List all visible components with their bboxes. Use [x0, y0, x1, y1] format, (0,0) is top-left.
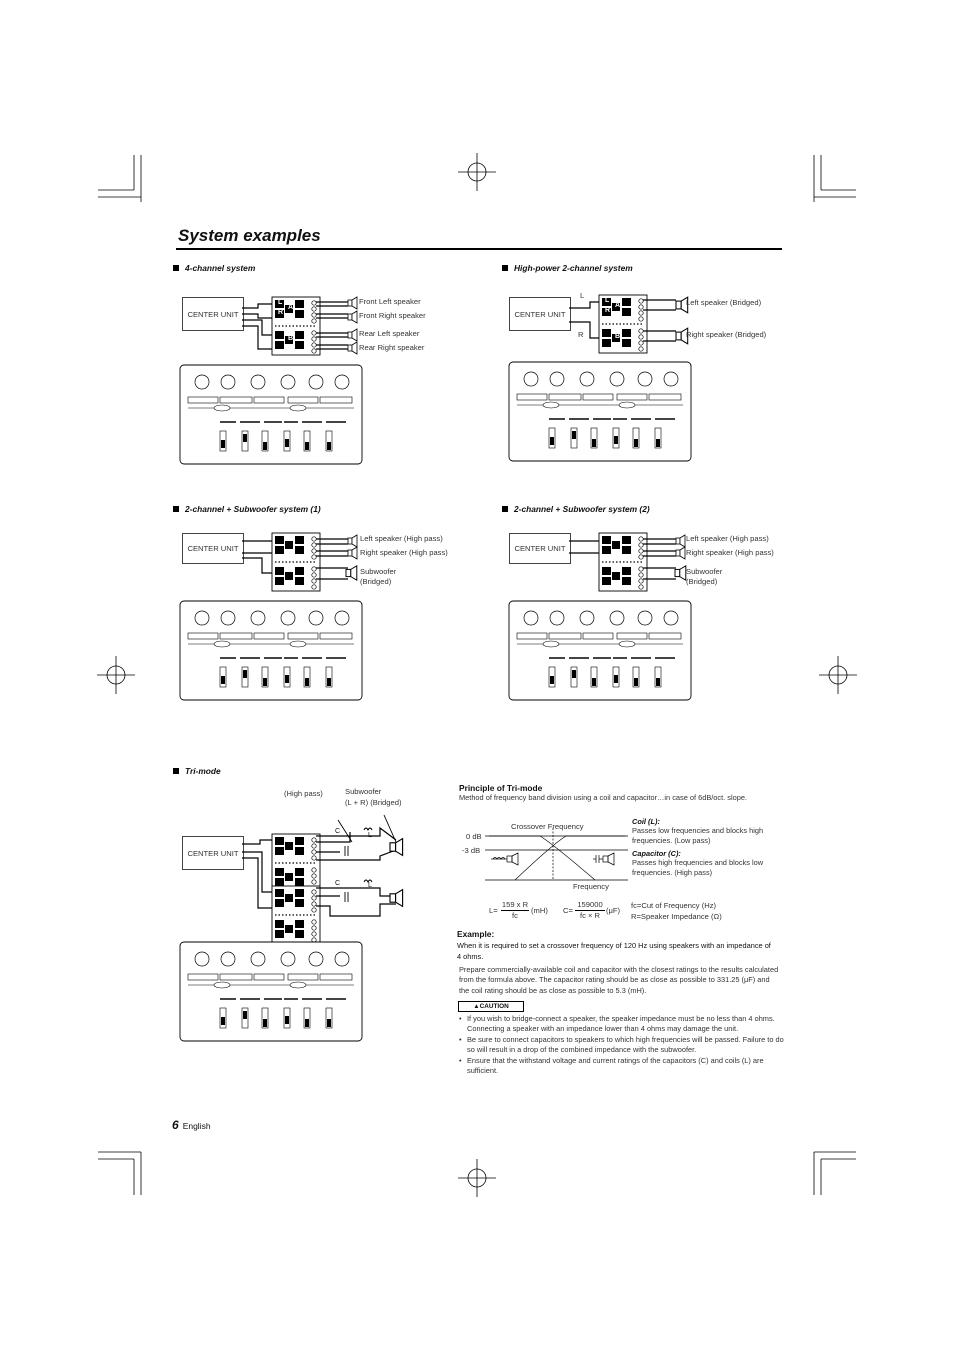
center-unit-box: CENTER UNIT — [182, 533, 244, 564]
heading-sub1: 2-channel + Subwoofer system (1) — [173, 504, 321, 514]
speaker-label: Subwoofer — [686, 567, 723, 576]
graph-0db: 0 dB — [466, 832, 482, 841]
heading-4-channel: 4-channel system — [173, 263, 255, 273]
list-item: • Be sure to connect capacitors to speakers to which high frequencies will be passed. Failure to do so will result in a drop of the combined impedance with the subwoofer. — [459, 1035, 784, 1056]
coil-block: Coil (L): Passes low frequencies and blocks high frequencies. (Low pass) Capacitor (C): Passes high frequencies and blocks low frequencies. (High pass) — [632, 817, 764, 878]
footer-language: English — [182, 1121, 211, 1131]
speaker-label: Subwoofer — [360, 567, 397, 576]
page-title: System examples — [178, 226, 321, 245]
example-body: Prepare commercially-available coil and capacitor with the closest ratings to the results calculated from the formula above. The capacitor rating should be as close as possible to 331.25 (μF) and the coil rating should be as close as possible to 5.3 (mH). — [459, 965, 779, 995]
graph-3db: -3 dB — [462, 846, 481, 855]
speaker-label: Right speaker (High pass) — [360, 548, 448, 557]
list-item: • If you wish to bridge-connect a speaker, the speaker impedance must be no less than 4 ohms. Connecting a speaker with an impedance lower than 4 ohms may damage the unit. — [459, 1014, 784, 1035]
speaker-label: Front Left speaker — [359, 297, 421, 306]
principle-heading: Principle of Tri-mode — [459, 783, 543, 793]
subwoofer-label: Subwoofer — [345, 787, 382, 796]
channel-l-label: L — [580, 291, 585, 300]
center-unit-box: CENTER UNIT — [509, 297, 571, 331]
example-heading: Example: — [457, 929, 495, 939]
caution-badge: ▲CAUTION — [458, 1001, 524, 1012]
graph-title: Crossover Frequency — [511, 822, 584, 831]
speaker-label: Front Right speaker — [359, 311, 426, 320]
graph-x-label: Frequency — [573, 882, 609, 891]
speaker-label: (Bridged) — [360, 577, 392, 586]
heading-sub2: 2-channel + Subwoofer system (2) — [502, 504, 650, 514]
speaker-label: (Bridged) — [686, 577, 718, 586]
channel-r-label: R — [578, 330, 584, 339]
speaker-label: Right speaker (Bridged) — [686, 330, 767, 339]
speaker-label: Right speaker (High pass) — [686, 548, 774, 557]
caution-list — [459, 1014, 784, 1076]
high-pass-label: (High pass) — [284, 789, 323, 798]
page-footer — [172, 1118, 211, 1132]
center-unit-box: CENTER UNIT — [182, 836, 244, 870]
speaker-label: Left speaker (High pass) — [360, 534, 443, 543]
heading-tri-mode: Tri-mode — [173, 766, 221, 776]
center-unit-box: CENTER UNIT — [182, 297, 244, 331]
center-unit-box: CENTER UNIT — [509, 533, 571, 564]
speaker-label: Rear Left speaker — [359, 329, 420, 338]
example-intro: When it is required to set a crossover frequency of 120 Hz using speakers with an impedance of 4 ohms. — [457, 941, 771, 961]
speaker-label: Left speaker (High pass) — [686, 534, 769, 543]
speaker-label: Rear Right speaker — [359, 343, 425, 352]
heading-high-power: High-power 2-channel system — [502, 263, 633, 273]
list-item: • Ensure that the withstand voltage and current ratings of the capacitors (C) and coils (L) are sufficient. — [459, 1056, 784, 1077]
principle-description: Method of frequency band division using a coil and capacitor…in case of 6dB/oct. slope. — [459, 793, 747, 802]
subwoofer-bridged-label: (L + R) (Bridged) — [345, 798, 402, 807]
speaker-label: Left speaker (Bridged) — [686, 298, 762, 307]
page-number: 6 — [172, 1118, 179, 1132]
